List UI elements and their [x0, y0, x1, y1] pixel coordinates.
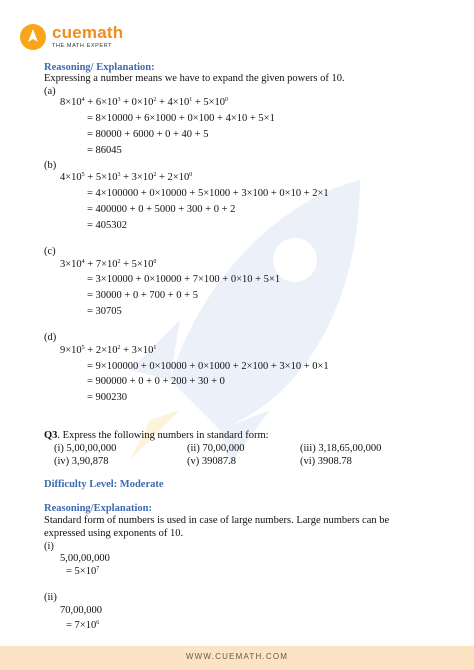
rocket-icon: [20, 24, 46, 50]
part-b-step: = 4×100000 + 0×10000 + 5×1000 + 3×100 + 0×10 + 2×1: [87, 188, 329, 199]
part-ii-label: (ii): [44, 592, 57, 603]
footer-website[interactable]: WWW.CUEMATH.COM: [185, 652, 289, 661]
part-c-step: = 3×10000 + 0×10000 + 7×100 + 0×10 + 5×1: [87, 274, 281, 285]
option-vi: (vi) 3908.78: [300, 456, 352, 467]
question-number: Q3: [44, 430, 58, 441]
part-b-step: = 400000 + 0 + 5000 + 300 + 0 + 2: [87, 204, 236, 215]
part-a-expression: $8\times 10^4 + 6\times 10^3 + 0\times 10^2 + 4\times 10^1 + 5\times 10^0$: [60, 97, 229, 108]
logo-tagline: THE MATH EXPERT: [52, 43, 113, 49]
option-i: (i) 5,00,00,000: [54, 443, 117, 454]
footer-bar: [0, 646, 474, 670]
part-i-value: 5,00,00,000: [60, 553, 110, 564]
explanation-line: expressed using exponents of 10.: [44, 528, 184, 539]
option-ii: (ii) 70,00,000: [187, 443, 245, 454]
part-ii-value: 70,00,000: [60, 605, 102, 616]
part-a-result: = 86045: [87, 145, 122, 156]
part-d-result: = 900230: [87, 392, 128, 403]
part-c-expression: $3\times 10^4 + 7\times 10^2 + 5\times 10^0$: [60, 259, 157, 270]
question-text: . Express the following numbers in standard form:: [57, 430, 269, 441]
part-b-label: (b): [44, 160, 57, 171]
difficulty-level: Difficulty Level: Moderate: [44, 479, 164, 490]
part-i-label: (i): [44, 541, 54, 552]
intro-text: Expressing a number means we have to expand the given powers of 10.: [44, 73, 345, 84]
part-b-expression: $4\times 10^5 + 5\times 10^3 + 3\times 10^2 + 2\times 10^0$: [60, 172, 193, 183]
explanation-line: Standard form of numbers is used in case of large numbers. Large numbers can be: [44, 515, 390, 526]
part-a-label: (a): [44, 86, 56, 97]
part-d-step: = 900000 + 0 + 0 + 200 + 30 + 0: [87, 376, 225, 387]
option-v: (v) 39087.8: [187, 456, 236, 467]
section-heading: Reasoning/Explanation:: [44, 503, 152, 514]
part-c-result: = 30705: [87, 306, 122, 317]
logo-name: cuemath: [52, 23, 124, 42]
part-c-step: = 30000 + 0 + 700 + 0 + 5: [87, 290, 198, 301]
option-iv: (iv) 3,90,878: [54, 456, 109, 467]
part-a-step: = 8×10000 + 6×1000 + 0×100 + 4×10 + 5×1: [87, 113, 275, 124]
part-b-result: = 405302: [87, 220, 128, 231]
part-ii-result: = $7\times 10^6$: [66, 620, 100, 631]
question-3: [44, 430, 269, 442]
part-d-step: = 9×100000 + 0×10000 + 0×1000 + 2×100 + 3×10 + 0×1: [87, 361, 329, 372]
part-i-result: = $5\times 10^7$: [66, 566, 100, 577]
section-heading: Reasoning/ Explanation:: [44, 62, 155, 73]
part-a-step: = 80000 + 6000 + 0 + 40 + 5: [87, 129, 209, 140]
part-d-label: (d): [44, 332, 57, 343]
option-iii: (iii) 3,18,65,00,000: [300, 443, 382, 454]
part-c-label: (c): [44, 246, 56, 257]
cuemath-logo: [20, 20, 170, 56]
part-d-expression: $9\times 10^5 + 2\times 10^2 + 3\times 10^1$: [60, 345, 157, 356]
